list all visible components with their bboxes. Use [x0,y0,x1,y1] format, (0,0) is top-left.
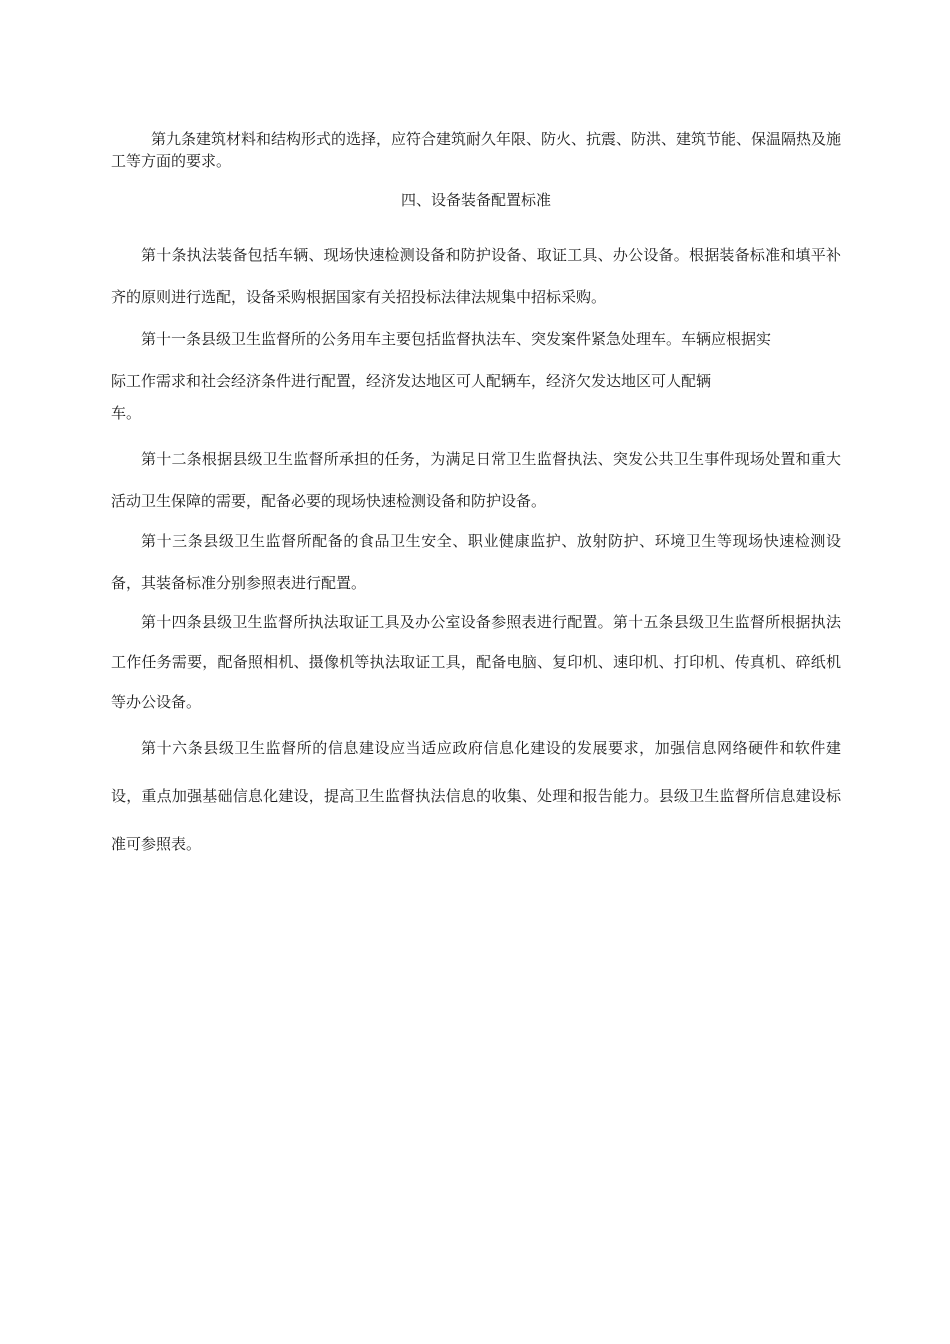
article-9: 第九条建筑材料和结构形式的选择，应符合建筑耐久年限、防火、抗震、防洪、建筑节能、保温隔热及施工等方面的要求。 [111,130,842,170]
section-heading: 四、设备装备配置标准 [400,191,551,209]
article-10: 第十条执法装备包括车辆、现场快速检测设备和防护设备、取证工具、办公设备。根据装备标准和填平补齐的原则进行选配，设备采购根据国家有关招投标法律法规集中招标采购。 [111,246,841,306]
article-11-tail: 车。 [111,404,142,422]
article-13: 第十三条县级卫生监督所配备的食品卫生安全、职业健康监护、放射防护、环境卫生等现场快速检测设备，其装备标准分别参照表进行配置。 [111,532,841,592]
article-16: 第十六条县级卫生监督所的信息建设应当适应政府信息化建设的发展要求，加强信息网络硬件和软件建设，重点加强基础信息化建设，提高卫生监督执法信息的收集、处理和报告能力。县级卫生监督所信息建设标准可参照表。 [111,739,841,853]
article-11: 第十一条县级卫生监督所的公务用车主要包括监督执法车、突发案件紧急处理车。车辆应根据实际工作需求和社会经济条件进行配置，经济发达地区可人配辆车，经济欠发达地区可人配辆 [111,330,772,390]
article-12: 第十二条根据县级卫生监督所承担的任务，为满足日常卫生监督执法、突发公共卫生事件现场处置和重大活动卫生保障的需要，配备必要的现场快速检测设备和防护设备。 [111,450,841,510]
article-14-15: 第十四条县级卫生监督所执法取证工具及办公室设备参照表进行配置。第十五条县级卫生监督所根据执法工作任务需要，配备照相机、摄像机等执法取证工具，配备电脑、复印机、速印机、打印机、传真机、碎纸机等办公设备。 [111,613,841,711]
